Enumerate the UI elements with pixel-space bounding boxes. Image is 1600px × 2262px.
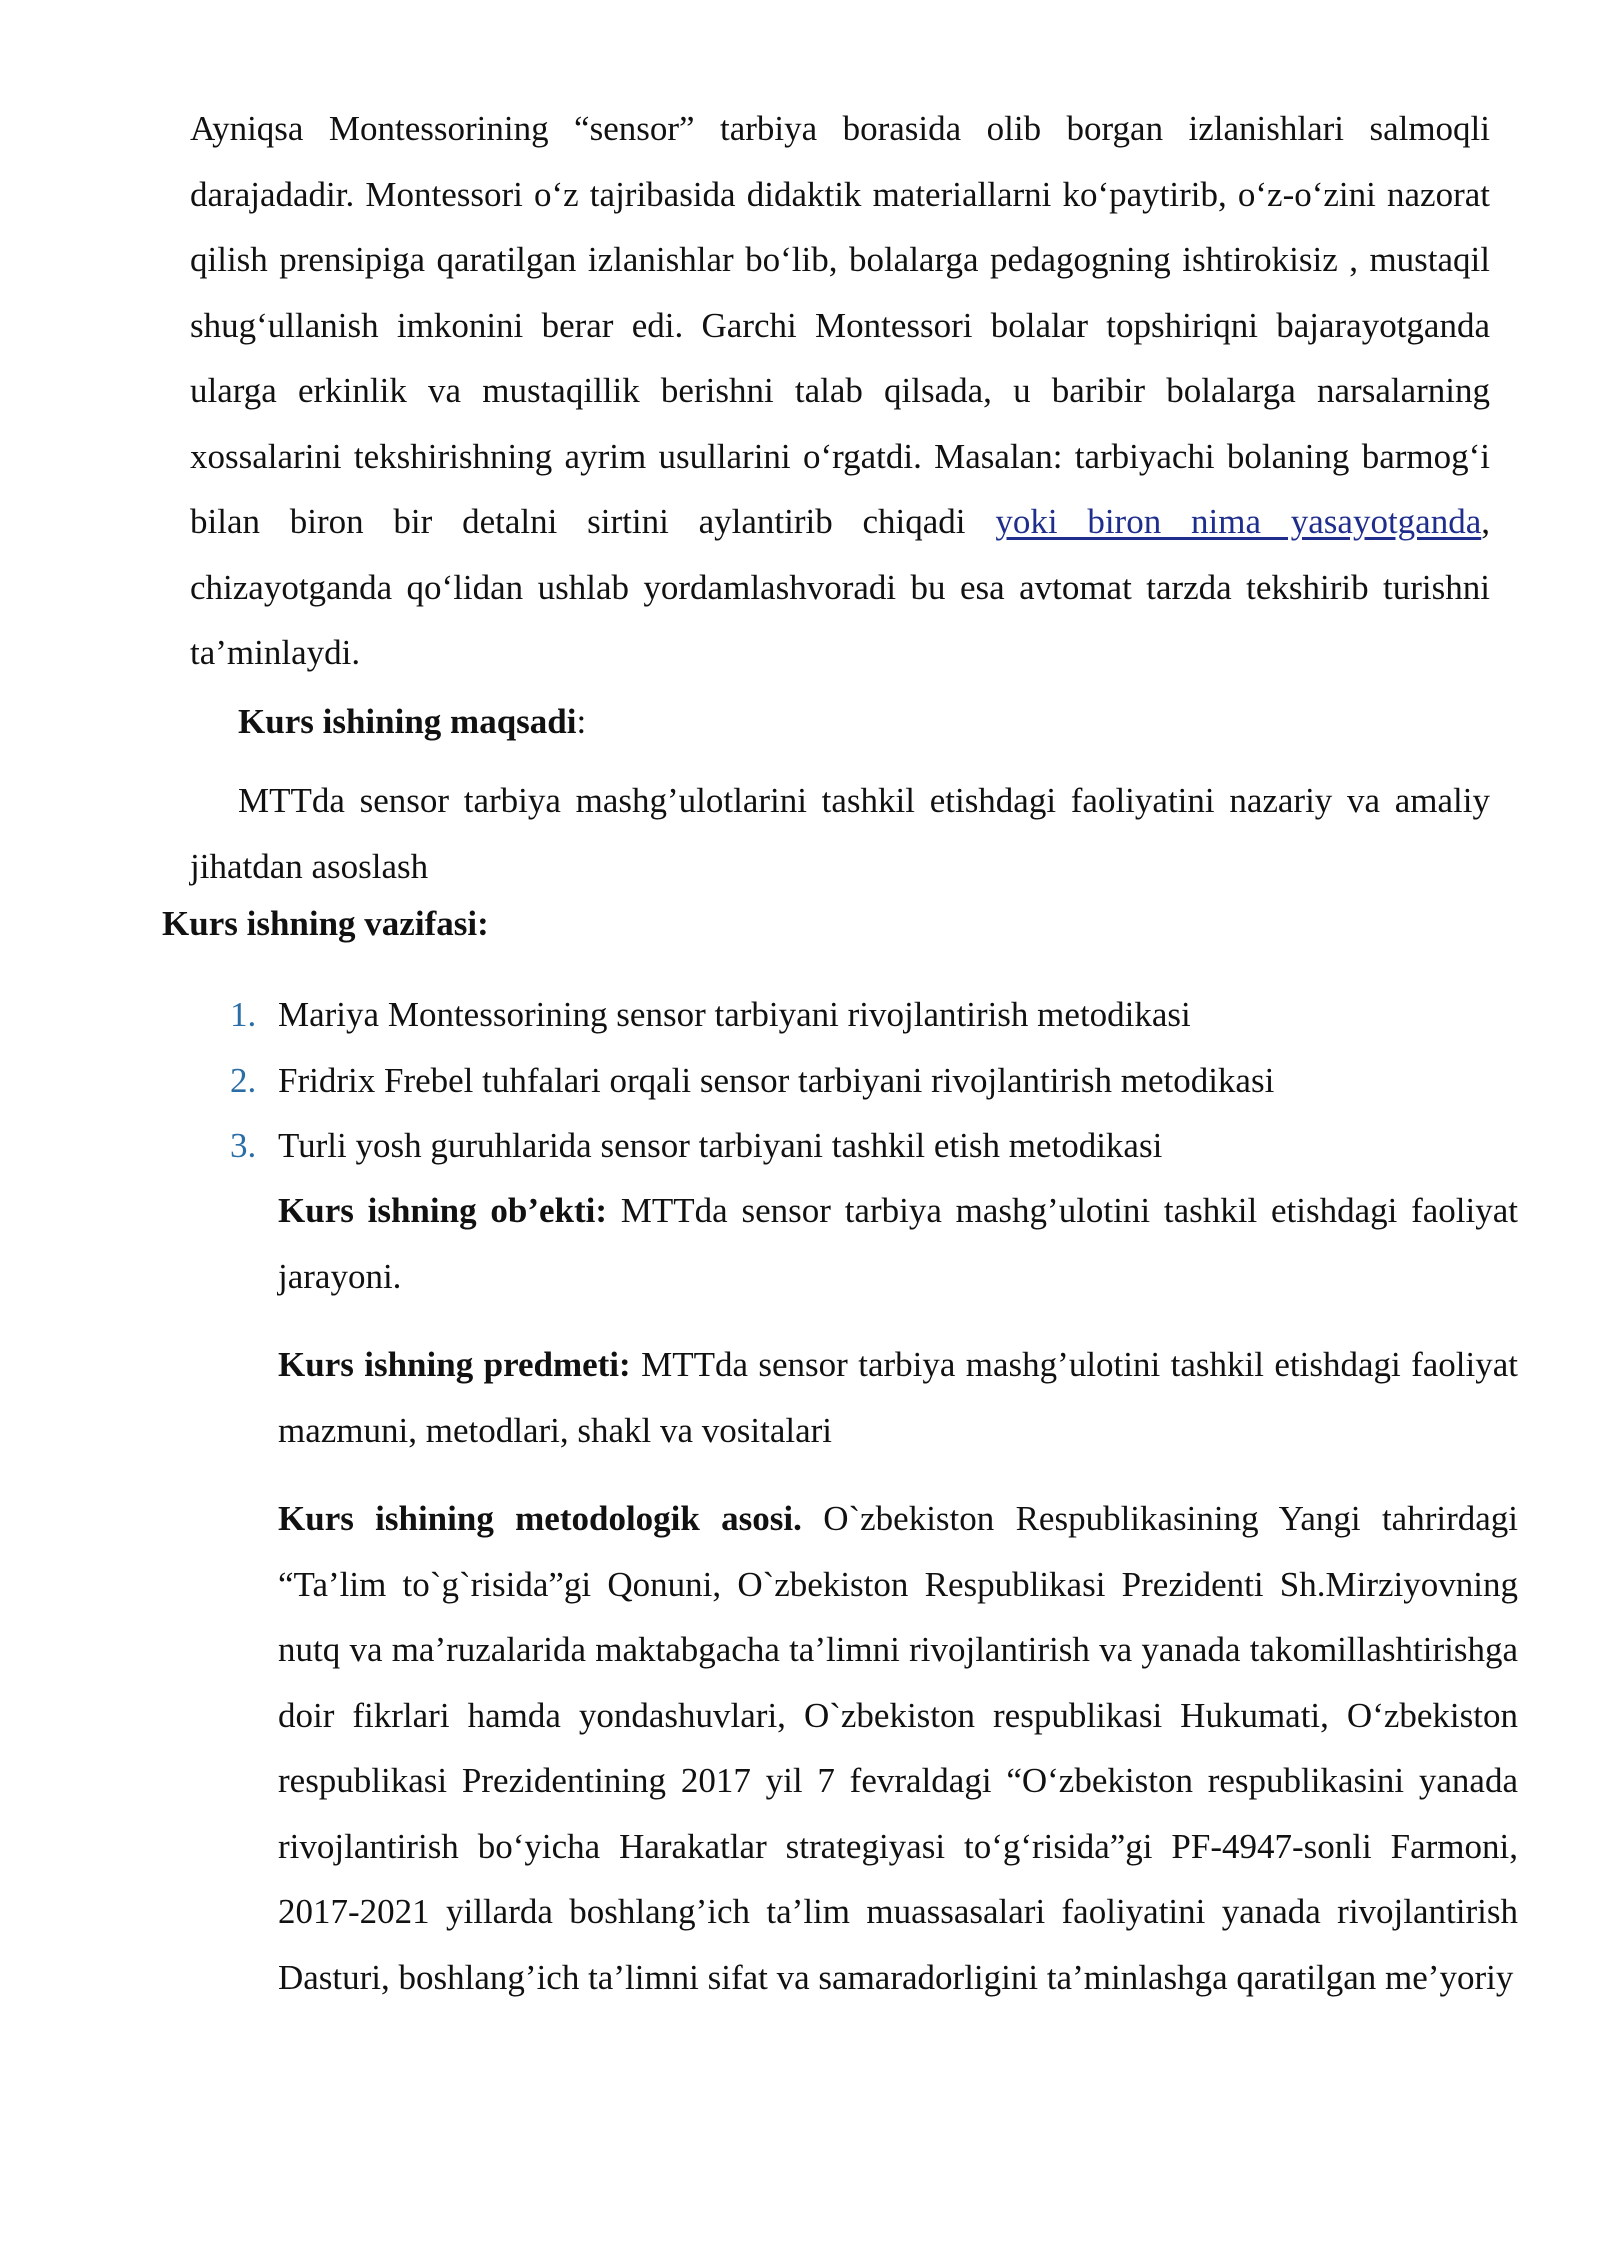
intro-text-end: , chizayotganda qo‘lidan ushlab yordamlashvoradi bu esa avtomat tarzda tekshirib turishni ta’minlaydi. [190, 502, 1490, 672]
list-item-number: 3. [230, 1126, 257, 1165]
intro-link[interactable]: yoki biron nima yasayotganda [995, 502, 1482, 541]
list-item [190, 1113, 1490, 1179]
subject-text: MTTda sensor tarbiya mashg’ulotini tashkil etishdagi faoliyat mazmuni, metodlari, shakl va vositalari [278, 1345, 1518, 1450]
methodology-paragraph [278, 1486, 1518, 2010]
goal-heading [238, 694, 586, 750]
object-text: MTTda sensor tarbiya mashg’ulotini tashkil etishdagi faoliyat jarayoni. [278, 1191, 1518, 1296]
tasks-list [190, 982, 1490, 1179]
subject-label: Kurs ishning predmeti: [278, 1345, 631, 1384]
methodology-text: O`zbekiston Respublikasining Yangi tahrirdagi “Ta’lim to`g`risida”gi Qonuni, O`zbekiston Respublikasi Prezidenti Sh.Mirziyovning nutq va ma’ruzalarida maktabgacha ta’limni rivojlantirish va yanada takomillashtirishga doir fikrlari hamda yondashuvlari, O`zbekiston respublikasi Hukumati, O‘zbekiston respublikasi Prezidentining 2017 yil 7 fevraldagi “O‘zbekiston respublikasini yanada rivojlantirish bo‘yicha Harakatlar strategiyasi to‘g‘risida”gi PF-4947-sonli Farmoni, 2017-2021 yillarda boshlang’ich ta’lim muassasalari faoliyatini yanada rivojlantirish Dasturi, boshlang’ich ta’limni sifat va samaradorligini ta’minlashga qaratilgan me’yoriy [278, 1499, 1519, 1997]
methodology-label: Kurs ishining metodologik asosi. [278, 1499, 802, 1538]
object-paragraph [278, 1178, 1518, 1309]
list-item-text: Fridrix Frebel tuhfalari orqali sensor tarbiyani rivojlantirish metodikasi [278, 1060, 1275, 1100]
tasks-heading: Kurs ishning vazifasi: [162, 904, 489, 943]
subject-paragraph [278, 1332, 1518, 1463]
intro-text: Ayniqsa Montessorining “sensor” tarbiya borasida olib borgan izlanishlari salmoqli darajadadir. Montessori o‘z tajribasida didaktik materiallarni ko‘paytirib, o‘z-o‘zini nazorat qilish prensipiga qaratilgan izlanishlar bo‘lib, bolalarga pedagogning ishtirokisiz , mustaqil shug‘ullanish imkonini berar edi. Garchi Montessori bolalar topshiriqni bajarayotganda ularga erkinlik va mustaqillik berishni talab qilsada, u baribir bolalarga narsalarning xossalarini tekshirishning ayrim usullarini o‘rgatdi. Masalan: tarbiyachi bolaning barmog‘i bilan biron bir detalni sirtini aylantirib chiqadi [190, 109, 1490, 541]
goal-heading-label: Kurs ishining maqsadi [238, 702, 577, 741]
object-label: Kurs ishning ob’ekti: [278, 1191, 608, 1230]
list-item [190, 1048, 1490, 1114]
goal-heading-colon: : [576, 702, 587, 741]
list-item [190, 982, 1490, 1048]
list-item-number: 2. [230, 1060, 257, 1100]
list-item-number: 1. [230, 995, 257, 1034]
list-item-text: Turli yosh guruhlarida sensor tarbiyani tashkil etish metodikasi [278, 1126, 1163, 1165]
list-item-text: Mariya Montessorining sensor tarbiyani rivojlantirish metodikasi [278, 995, 1191, 1034]
goal-text: MTTda sensor tarbiya mashg’ulotlarini tashkil etishdagi faoliyatini nazariy va amaliy jihatdan asoslash [190, 781, 1490, 886]
intro-paragraph [190, 96, 1490, 686]
